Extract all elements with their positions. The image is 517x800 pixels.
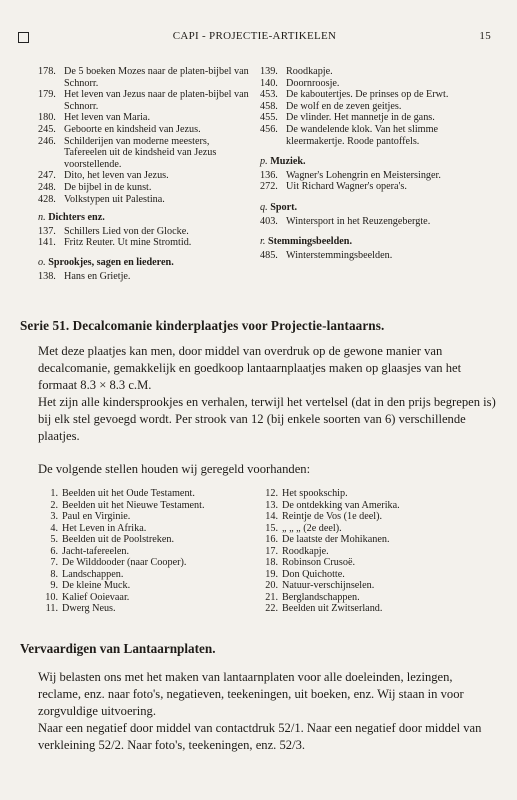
section-heading-q <box>260 202 478 214</box>
section-heading-p <box>260 156 478 168</box>
list-item <box>44 488 256 500</box>
item-number: 20. <box>265 580 278 591</box>
item-number: 9. <box>50 580 58 591</box>
list-item <box>262 523 472 535</box>
vervaardigen-heading: Vervaardigen van Lantaarnplaten. <box>20 641 216 656</box>
item-text: Paul en Virginie. <box>62 511 131 522</box>
item-text: De wolf en de zeven geitjes. <box>286 100 402 112</box>
list-item <box>38 194 250 206</box>
list-item <box>44 569 256 581</box>
item-text: Geboorte en kindsheid van Jezus. <box>64 123 201 135</box>
section-title: Sprookjes, sagen en liederen. <box>48 256 174 268</box>
item-number: 136. <box>260 169 278 181</box>
item-number: 246. <box>38 135 56 147</box>
item-number: 456. <box>260 123 278 135</box>
list-item <box>260 216 478 228</box>
item-text: Wintersport in het Reuzengebergte. <box>286 215 431 227</box>
item-text: De wandelende klok. Van het slimme kleermakertje. Roode pantoffels. <box>286 123 439 147</box>
item-text: Beelden uit Zwitserland. <box>282 603 383 614</box>
top-right-list <box>260 66 478 147</box>
item-text: Roodkapje. <box>282 545 329 557</box>
item-number: 17. <box>265 545 278 557</box>
list-item <box>260 101 478 113</box>
top-left-list <box>38 66 250 205</box>
item-number: 16. <box>265 534 278 545</box>
item-number: 22. <box>265 603 278 614</box>
section-title: Stemmingsbeelden. <box>267 236 352 248</box>
item-text: De laatste der Mohikanen. <box>282 534 390 545</box>
item-number: 139. <box>260 66 278 77</box>
list-item <box>38 170 250 182</box>
serie-51-description <box>38 343 498 445</box>
paragraph: Wij belasten ons met het maken van lantaarnplaten voor alle doeleinden, lezingen, reclame, enz. naar foto's, negatieven, teekeningen, uit boeken, enz. Wij staan in voor zorgvuldige uitvoering. <box>38 670 464 718</box>
section-letter: o. <box>38 256 46 268</box>
paragraph: Naar een negatief door middel van contactdruk 52/1. Naar een negatief door middel van verkleining 52/2. Naar foto's, teekeningen, enz. 52/3. <box>38 721 482 752</box>
item-text: Winterstemmingsbeelden. <box>286 249 393 261</box>
item-text: Don Quichotte. <box>282 568 345 580</box>
item-text: Dwerg Neus. <box>62 603 116 614</box>
list-item <box>260 181 478 193</box>
item-text: De vlinder. Het mannetje in de gans. <box>286 112 435 124</box>
item-text: Het spookschip. <box>282 488 348 499</box>
list-item <box>260 89 478 101</box>
list-item <box>262 603 472 615</box>
list-item <box>262 511 472 523</box>
list-item <box>262 488 472 500</box>
list-item <box>262 557 472 569</box>
item-text: Fritz Reuter. Ut mine Stromtid. <box>64 237 192 249</box>
item-text: De kleine Muck. <box>62 580 131 591</box>
item-text: Schillers Lied von der Glocke. <box>64 225 189 237</box>
list-item <box>44 511 256 523</box>
item-text: Roodkapje. <box>286 66 333 77</box>
stellen-right-column <box>262 488 472 615</box>
paragraph: Het zijn alle kindersprookjes en verhalen, terwijl het vertelsel (dat in den prijs begrepen is) bij elk stel gevoegd wordt. Per strook van 12 (bij enkele soorten van 6) verschillende plaatjes. <box>38 395 496 443</box>
top-left-column <box>38 66 250 282</box>
item-text: Landschappen. <box>62 568 124 580</box>
item-number: 8. <box>50 568 58 580</box>
item-text: Jacht-tafereelen. <box>62 545 130 557</box>
list-item <box>44 580 256 592</box>
stellen-intro: De volgende stellen houden wij geregeld voorhanden: <box>38 462 311 476</box>
list-item <box>262 500 472 512</box>
item-text: Het Leven in Afrika. <box>62 522 147 534</box>
item-number: 19. <box>265 568 278 580</box>
list-item <box>38 66 250 89</box>
item-number: 455. <box>260 112 278 124</box>
item-number: 4. <box>50 522 58 534</box>
item-number: 1. <box>50 488 58 499</box>
list-item <box>38 112 250 124</box>
top-catalog-columns <box>38 66 478 296</box>
paragraph: Met deze plaatjes kan men, door middel van overdruk op de gewone manier van decalcomanie, gemakkelijk en goedkoop lantaarnplaatjes maken op glaasjes van het formaat 8.3 × 8.3 c.M. <box>38 344 462 392</box>
section-r-list <box>260 250 478 262</box>
item-text: Beelden uit het Nieuwe Testament. <box>62 499 205 511</box>
list-item <box>38 271 250 283</box>
item-number: 13. <box>265 499 278 511</box>
item-number: 248. <box>38 181 56 193</box>
item-number: 179. <box>38 89 56 101</box>
item-number: 403. <box>260 215 278 227</box>
list-item <box>262 534 472 546</box>
item-number: 140. <box>260 77 278 89</box>
item-text: Robinson Crusoë. <box>282 557 356 568</box>
section-letter: q. <box>260 201 268 213</box>
item-number: 178. <box>38 66 56 77</box>
list-item <box>260 78 478 90</box>
list-item <box>38 124 250 136</box>
item-text: De 5 boeken Mozes naar de platen-bijbel van Schnorr. <box>64 66 249 89</box>
item-number: 18. <box>265 557 278 568</box>
item-number: 453. <box>260 89 278 101</box>
item-number: 247. <box>38 170 56 182</box>
section-q-list <box>260 216 478 228</box>
item-number: 6. <box>50 545 58 557</box>
list-item <box>260 66 478 78</box>
list-item <box>260 250 478 262</box>
serie-51-heading: Serie 51. Decalcomanie kinderplaatjes voor Projectie-lantaarns. <box>20 318 385 333</box>
item-number: 428. <box>38 193 56 205</box>
item-number: 138. <box>38 270 56 282</box>
section-title: Dichters enz. <box>48 212 105 224</box>
item-number: 272. <box>260 181 278 193</box>
item-text: Beelden uit het Oude Testament. <box>62 488 195 499</box>
item-text: De kaboutertjes. De prinses op de Erwt. <box>286 89 449 101</box>
list-item <box>260 112 478 124</box>
vervaardigen-description <box>38 669 498 754</box>
section-title: Muziek. <box>270 156 306 168</box>
list-item <box>44 534 256 546</box>
section-heading-n <box>38 212 250 224</box>
item-number: 3. <box>50 511 58 522</box>
list-item <box>44 557 256 569</box>
item-text: Hans en Grietje. <box>64 270 131 282</box>
list-item <box>260 170 478 182</box>
list-item <box>44 603 256 615</box>
item-number: 180. <box>38 112 56 124</box>
section-p-list <box>260 170 478 193</box>
item-text: Schilderijen van moderne meesters, Tafereelen uit de kindsheid van Jezus voorstellende. <box>64 135 217 170</box>
item-text: Het leven van Maria. <box>64 112 150 124</box>
item-text: De Wilddooder (naar Cooper). <box>62 557 187 568</box>
header-title: CAPI - PROJECTIE-ARTIKELEN <box>172 30 337 42</box>
list-item <box>44 592 256 604</box>
item-text: Natuur-verschijnselen. <box>282 580 375 591</box>
section-letter: p. <box>260 156 268 168</box>
item-number: 141. <box>38 237 56 249</box>
item-text: Beelden uit de Poolstreken. <box>62 534 175 545</box>
list-item <box>44 546 256 558</box>
list-item <box>260 124 478 147</box>
list-item <box>262 592 472 604</box>
item-text: „ „ „ (2e deel). <box>282 522 342 534</box>
section-heading-r <box>260 236 478 248</box>
list-item <box>44 500 256 512</box>
item-number: 11. <box>45 603 58 614</box>
item-text: De bijbel in de kunst. <box>64 181 152 193</box>
item-text: Het leven van Jezus naar de platen-bijbel van Schnorr. <box>64 89 249 112</box>
section-o-list <box>38 271 250 283</box>
item-text: Reintje de Vos (1e deel). <box>282 511 383 522</box>
item-number: 7. <box>50 557 58 568</box>
item-number: 10. <box>45 591 58 603</box>
list-item <box>262 546 472 558</box>
item-number: 458. <box>260 100 278 112</box>
item-number: 485. <box>260 249 278 261</box>
item-number: 137. <box>38 225 56 237</box>
item-text: Berglandschappen. <box>282 591 360 603</box>
list-item <box>44 523 256 535</box>
top-right-column <box>260 66 478 261</box>
item-text: Volkstypen uit Palestina. <box>64 193 165 205</box>
item-text: Wagner's Lohengrin en Meistersinger. <box>286 169 441 181</box>
page-number: 15 <box>479 30 491 42</box>
list-item <box>38 226 250 238</box>
item-number: 5. <box>50 534 58 545</box>
list-item <box>262 569 472 581</box>
item-number: 245. <box>38 123 56 135</box>
list-item <box>38 89 250 112</box>
section-heading-o <box>38 257 250 269</box>
page-header <box>18 30 491 46</box>
item-text: Doornroosje. <box>286 77 340 89</box>
section-n-list <box>38 226 250 249</box>
item-number: 21. <box>265 591 278 603</box>
item-text: Dito, het leven van Jezus. <box>64 170 169 182</box>
item-text: Kalief Ooievaar. <box>62 591 130 603</box>
item-number: 2. <box>50 499 58 511</box>
section-letter: n. <box>38 212 46 224</box>
section-letter: r. <box>260 236 266 248</box>
item-text: De ontdekking van Amerika. <box>282 499 400 511</box>
list-item <box>38 182 250 194</box>
item-text: Uit Richard Wagner's opera's. <box>286 181 407 193</box>
section-title: Sport. <box>270 201 298 213</box>
stellen-left-column <box>44 488 256 615</box>
item-number: 12. <box>265 488 278 499</box>
item-number: 15. <box>265 522 278 534</box>
list-item <box>262 580 472 592</box>
list-item <box>38 237 250 249</box>
item-number: 14. <box>265 511 278 522</box>
list-item <box>38 136 250 171</box>
